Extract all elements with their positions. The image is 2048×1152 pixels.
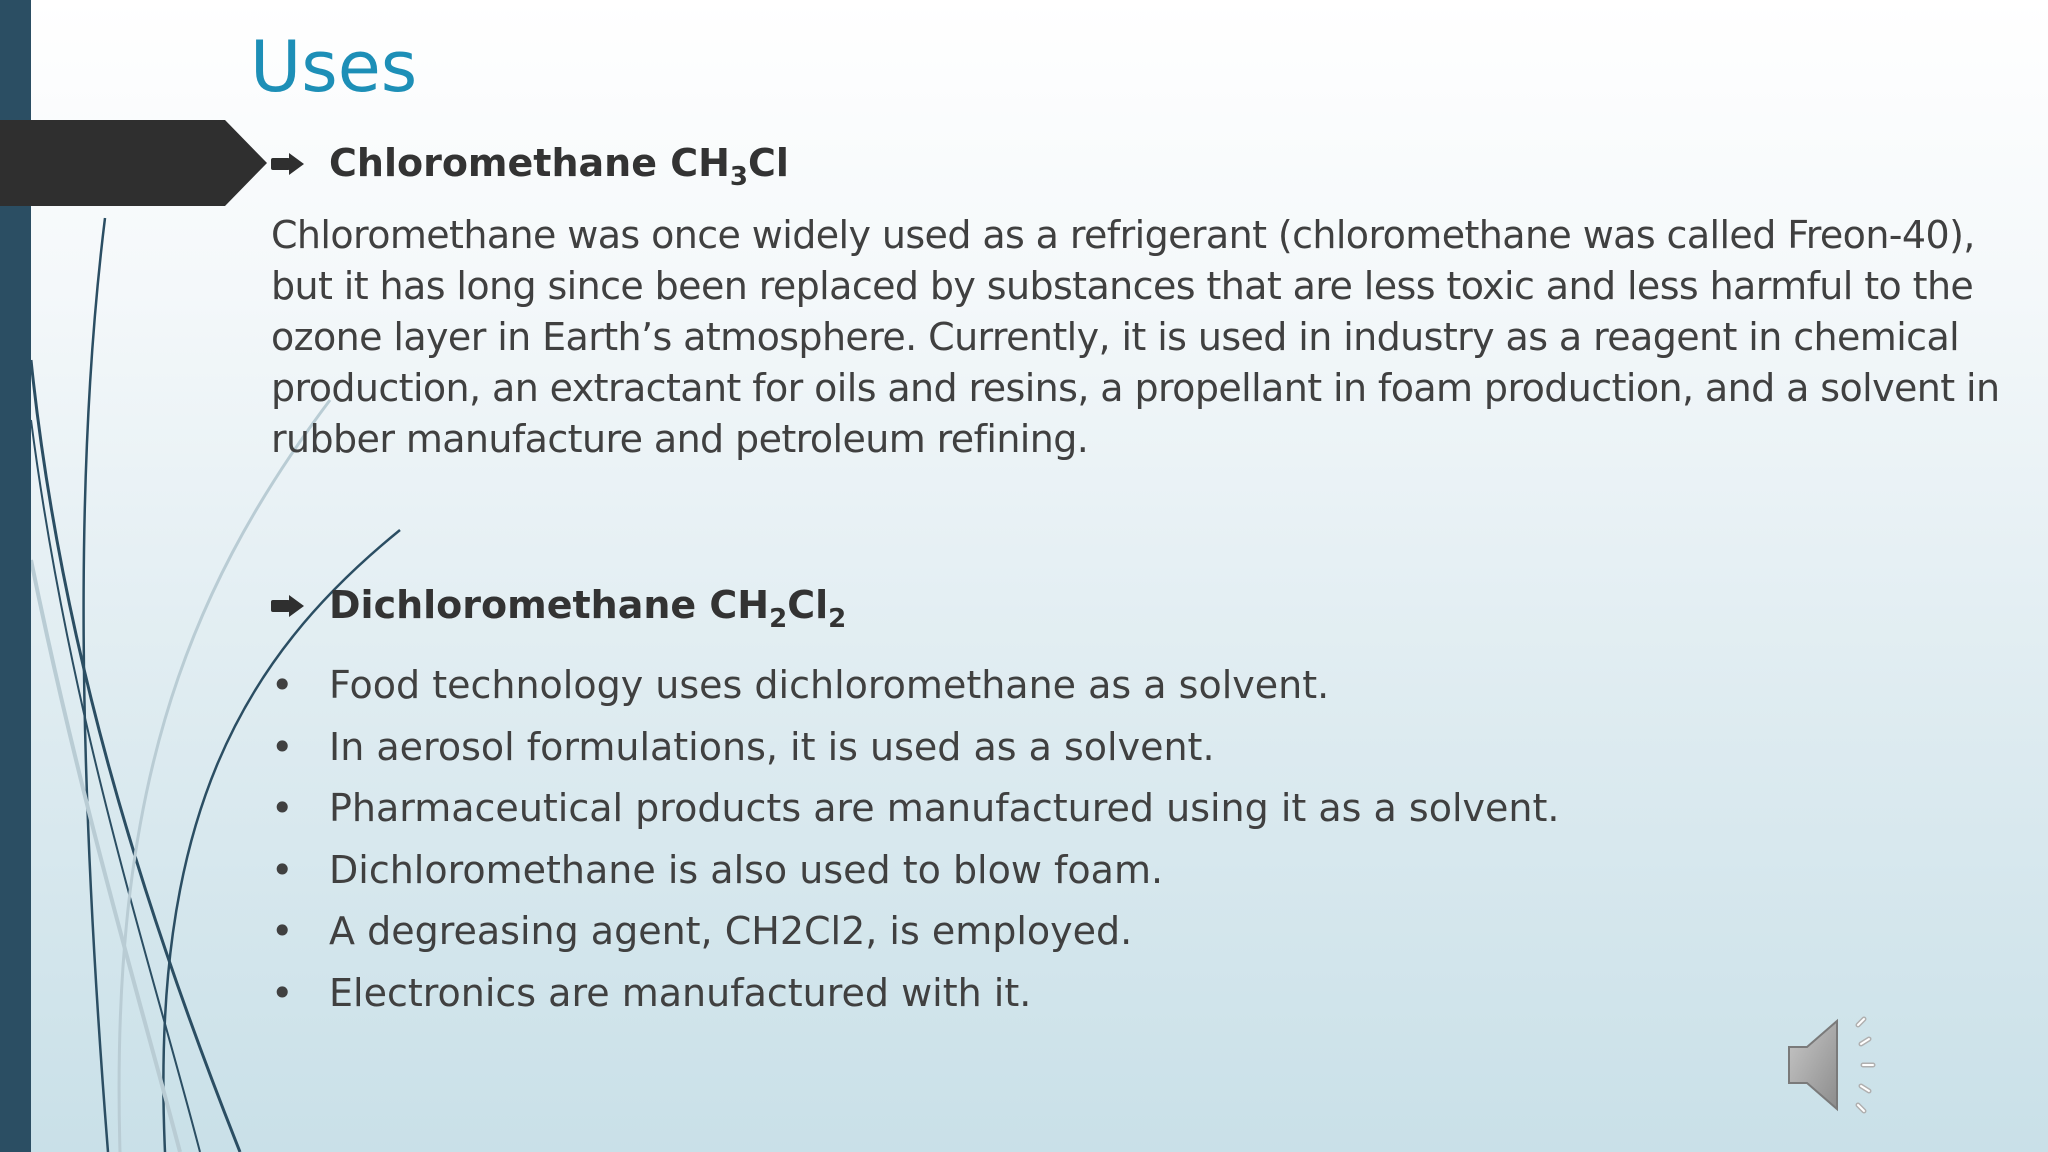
- arrow-tab-decoration: [0, 120, 270, 206]
- list-item-text: Food technology uses dichloromethane as a solvent.: [329, 663, 1330, 707]
- heading-chloromethane-text: [329, 138, 789, 192]
- heading-dichloromethane-text: [329, 580, 847, 634]
- formula-subscript: 2: [769, 604, 788, 634]
- formula-subscript: 2: [828, 604, 847, 634]
- bullet-dot: •: [271, 970, 294, 1015]
- bullet-dot: •: [271, 663, 294, 707]
- slide-title: Uses: [250, 26, 418, 108]
- heading-chloromethane: [271, 138, 789, 192]
- bullet-dot: •: [271, 847, 294, 892]
- list-item: [271, 655, 1559, 717]
- list-item-text: In aerosol formulations, it is used as a solvent.: [329, 724, 1215, 769]
- list-item-text: Electronics are manufactured with it.: [329, 970, 1032, 1015]
- bullet-dot: •: [271, 909, 294, 953]
- heading-dichloromethane-name: Dichloromethane CH: [329, 583, 770, 627]
- speaker-icon[interactable]: [1785, 1015, 1890, 1115]
- right-arrow-icon: [271, 153, 305, 175]
- list-item: [271, 778, 1559, 840]
- bullet-dot: •: [271, 786, 294, 830]
- chloromethane-description: Chloromethane was once widely used as a refrigerant (chloromethane was called Freon-40), but it has long since been replaced by substances that are less toxic and less harmful to the ozone layer in Earth’s atmosphere. Currently, it is used in industry as a reagent in chemical production, an extractant for oils and resins, a propellant in foam production, and a solvent in rubber manufacture and petroleum refining.: [271, 213, 2000, 461]
- heading-dichloromethane: [271, 580, 847, 634]
- formula-mid: Cl: [787, 583, 829, 627]
- list-item-text: Dichloromethane is also used to blow foam.: [329, 847, 1164, 892]
- list-item-text: Pharmaceutical products are manufactured using it as a solvent.: [329, 786, 1560, 830]
- dichloromethane-uses-list: [271, 655, 1559, 1024]
- right-arrow-icon: [271, 595, 305, 617]
- list-item: [271, 717, 1559, 779]
- list-item: [271, 963, 1559, 1025]
- bullet-dot: •: [271, 724, 294, 769]
- list-item-text: A degreasing agent, CH2Cl2, is employed.: [329, 909, 1133, 953]
- list-item: [271, 840, 1559, 902]
- formula-subscript: 3: [729, 162, 748, 192]
- list-item: [271, 901, 1559, 963]
- formula-tail: Cl: [748, 141, 789, 185]
- heading-chloromethane-name: Chloromethane CH: [329, 141, 730, 185]
